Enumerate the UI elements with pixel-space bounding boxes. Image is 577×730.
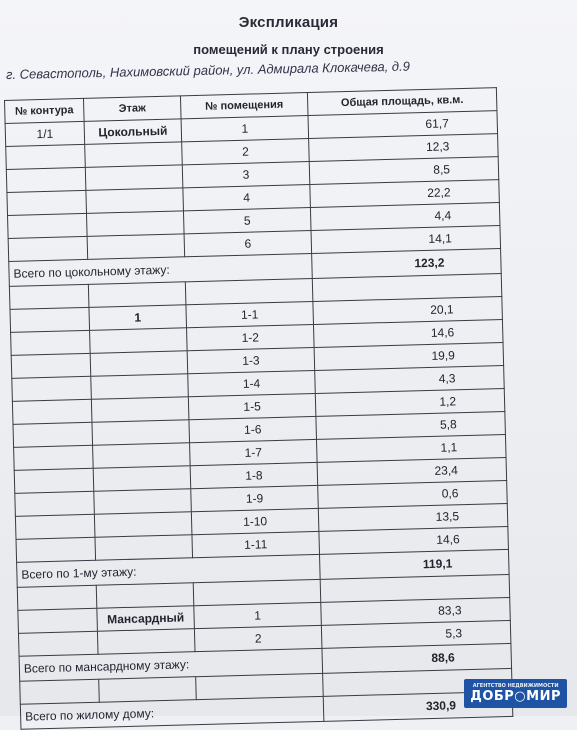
explication-table bbox=[4, 87, 513, 730]
area-cell: 20,1 bbox=[313, 297, 503, 325]
room-cell: 1 bbox=[194, 602, 322, 628]
area-cell: 8,5 bbox=[309, 157, 499, 185]
contour-cell: 1/1 bbox=[5, 121, 85, 146]
header-room: № помещения bbox=[180, 93, 308, 119]
area-cell: 1,1 bbox=[316, 434, 506, 462]
room-cell: 1-3 bbox=[187, 347, 315, 373]
room-cell: 1-9 bbox=[191, 485, 319, 511]
room-cell: 5 bbox=[183, 208, 311, 234]
area-cell: 14,6 bbox=[319, 526, 509, 554]
subtotal-value: 88,6 bbox=[322, 643, 512, 673]
header-area: Общая площадь, кв.м. bbox=[307, 88, 497, 116]
area-cell: 1,2 bbox=[315, 389, 505, 417]
subtotal-value: 119,1 bbox=[320, 549, 510, 579]
room-cell: 2 bbox=[194, 625, 322, 651]
area-cell: 14,6 bbox=[313, 320, 503, 348]
document-subtitle: помещений к плану строения bbox=[193, 42, 384, 57]
area-cell: 13,5 bbox=[318, 503, 508, 531]
header-contour: № контура bbox=[5, 98, 85, 123]
room-cell: 4 bbox=[183, 185, 311, 211]
subtotal-label: Всего по цокольному этажу: bbox=[9, 253, 313, 286]
room-cell: 1-4 bbox=[188, 370, 316, 396]
area-cell: 61,7 bbox=[308, 111, 498, 139]
area-cell: 4,3 bbox=[315, 366, 505, 394]
room-cell: 1-1 bbox=[186, 301, 314, 327]
room-cell: 1-8 bbox=[190, 462, 318, 488]
header-floor: Этаж bbox=[83, 96, 181, 122]
area-cell: 23,4 bbox=[317, 457, 507, 485]
room-cell: 1-2 bbox=[187, 324, 315, 350]
room-cell: 2 bbox=[182, 139, 310, 165]
room-cell: 1-7 bbox=[190, 439, 318, 465]
area-cell: 19,9 bbox=[314, 343, 504, 371]
document-address: г. Севастополь, Нахимовский район, ул. Адмирала Клокачева, д.9 bbox=[5, 58, 411, 82]
area-cell: 5,8 bbox=[316, 411, 506, 439]
area-cell: 12,3 bbox=[309, 134, 499, 162]
area-cell: 14,1 bbox=[311, 226, 501, 254]
room-cell: 1 bbox=[181, 116, 309, 142]
watermark-small-text: АГЕНТСТВО НЕДВИЖИМОСТИ bbox=[472, 683, 559, 689]
room-cell: 1-10 bbox=[191, 508, 319, 534]
room-cell: 1-5 bbox=[188, 393, 316, 419]
room-cell: 1-6 bbox=[189, 416, 317, 442]
area-cell: 22,2 bbox=[310, 180, 500, 208]
area-cell: 5,3 bbox=[321, 620, 511, 648]
area-cell: 83,3 bbox=[321, 597, 511, 625]
floor-cell: Мансардный bbox=[97, 606, 195, 632]
watermark-brand: ДОБР○МИР bbox=[470, 689, 561, 704]
room-cell: 3 bbox=[182, 162, 310, 188]
grand-total-value: 330,9 bbox=[323, 691, 513, 721]
floor-cell: Цокольный bbox=[84, 119, 182, 145]
subtotal-value: 123,2 bbox=[312, 249, 502, 279]
grand-total-label: Всего по жилому дому: bbox=[20, 696, 324, 729]
area-cell: 4,4 bbox=[310, 203, 500, 231]
subtotal-label: Всего по мансардному этажу: bbox=[19, 648, 323, 681]
floor-cell: 1 bbox=[89, 305, 187, 331]
watermark-logo bbox=[464, 679, 567, 708]
room-cell: 6 bbox=[184, 231, 312, 257]
subtotal-label: Всего по 1-му этажу: bbox=[17, 554, 321, 587]
area-cell: 0,6 bbox=[318, 480, 508, 508]
room-cell: 1-11 bbox=[192, 531, 320, 557]
document-title: Экспликация bbox=[238, 14, 339, 31]
